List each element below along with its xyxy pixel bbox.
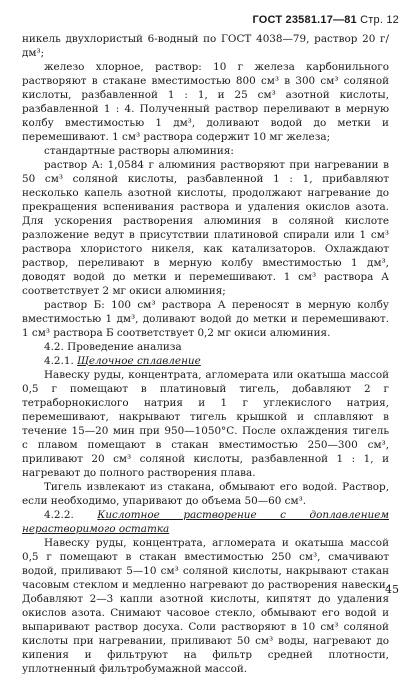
subsection-number: 4.2.2. bbox=[44, 509, 98, 521]
standard-code: ГОСТ 23581.17—81 bbox=[252, 14, 357, 26]
subsection-number: 4.2.1. bbox=[44, 355, 78, 367]
section-heading: 4.2. Проведение анализа bbox=[44, 341, 182, 353]
subsection-title: Щелочное сплавление bbox=[77, 355, 201, 367]
subsection-title: Кислотное растворение с доплавлением нерастворимого остатка bbox=[22, 509, 389, 535]
paragraph: Навеску руды, концентрата, агломерата и окатыша массой 0,5 г помещают в стакан вместимостью 250 см³, смачивают водой, приливают 5—10 см³ соляной кислоты, накрывают стакан часовым стеклом и медленно нагревают до растворения навески. Добавляют 2—3 капли азотной кислоты, кипятят до удаления окислов азота. Снимают часовое стекло, обмывают его водой и выпаривают раствор досуха. Соли растворяют в 10 см³ соляной кислоты при нагревании, приливают 50 см³ воды, нагревают до кипения и фильтруют на фильтр средней плотности, уплотненный фильтробумажной массой. bbox=[22, 537, 389, 675]
subsection-heading bbox=[22, 508, 389, 536]
page-label: Стр. 12 bbox=[360, 14, 399, 26]
paragraph: никель двухлористый 6-водный по ГОСТ 4038—79, раствор 20 г/дм³; bbox=[22, 33, 389, 59]
paragraph: раствор Б: 100 см³ раствора А переносят в мерную колбу вместимостью 1 дм³, доливают водой до метки и перемешивают. 1 см³ раствора Б соответствует 0,2 мг окиси алюминия. bbox=[22, 299, 389, 339]
subsection-heading bbox=[22, 354, 389, 368]
paragraph: железо хлорное, раствор: 10 г железа карбонильного растворяют в стакане вместимостью 800 см³ в 300 см³ соляной кислоты, разбавленной 1 : 1, и 25 см³ азотной кислоты, разбавленной 1 : 4. Полученный раствор переливают в мерную колбу вместимостью 1 дм³, доливают водой до метки и перемешивают. 1 см³ раствора содержит 10 мг железа; bbox=[22, 61, 389, 143]
paragraph: Навеску руды, концентрата, агломерата или окатыша массой 0,5 г помещают в платиновый тигель, добавляют 2 г тетраборнокислого натрия и 1 г углекислого натрия, перемешивают, накрывают тигель крышкой и сплавляют в течение 15—20 мин при 950—1050°С. После охлаждения тигель с плавом помещают в стакан вместимостью 250—300 см³, приливают 20 см³ соляной кислоты, разбавленной 1 : 1, и нагревают до полного растворения плава. bbox=[22, 369, 389, 479]
paragraph: раствор А: 1,0584 г алюминия растворяют при нагревании в 50 см³ соляной кислоты, разбавленной 1 : 1, прибавляют несколько капель азотной кислоты, продолжают нагревание до прекращения вспенивания раствора и удаления окислов азота. Для ускорения растворения алюминия в соляной кислоте разложение ведут в присутствии платиновой спирали или 1 см³ раствора хлористого никеля, как катализаторов. Охлаждают раствор, переливают в мерную колбу вместимостью 1 дм³, доводят водой до метки и перемешивают. 1 см³ раствора А соответствует 2 мг окиси алюминия; bbox=[22, 159, 389, 297]
page-number: 45 bbox=[385, 583, 399, 596]
document-body bbox=[22, 32, 389, 676]
paragraph: Тигель извлекают из стакана, обмывают его водой. Раствор, если необходимо, упаривают до объема 50—60 см³. bbox=[22, 481, 389, 507]
page-header bbox=[252, 14, 399, 26]
paragraph: стандартные растворы алюминия: bbox=[44, 145, 234, 157]
